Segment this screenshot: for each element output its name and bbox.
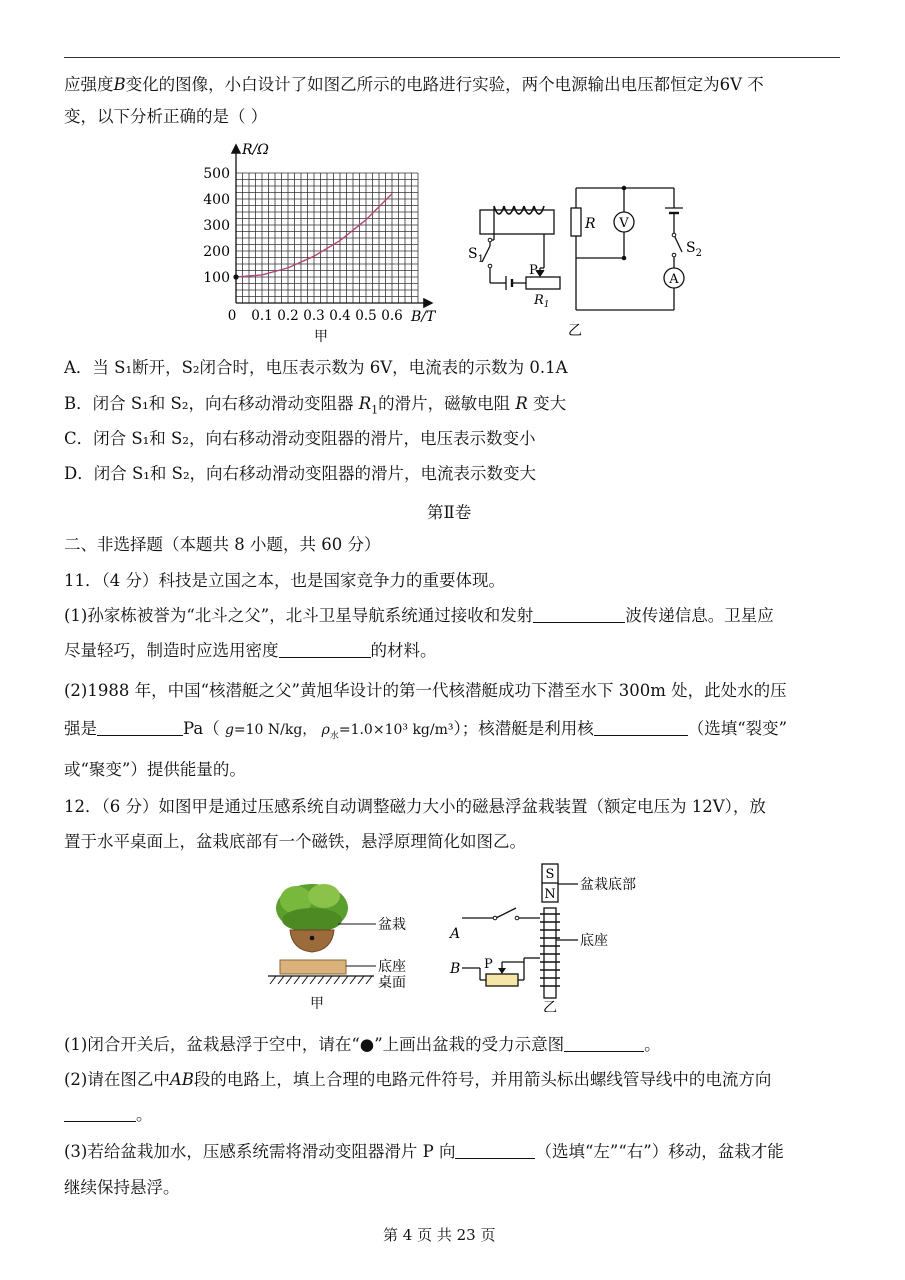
option-a: A．当 S₁断开，S₂闭合时，电压表示数为 6V，电流表的示数为 0.1A — [64, 358, 568, 377]
circuit-diagram-1 — [460, 180, 710, 345]
label-s1: $S_1$ — [468, 246, 484, 265]
y-tick-label: 300 — [203, 218, 230, 234]
y-tick-labels — [203, 166, 230, 286]
y-tick-label: 200 — [203, 244, 230, 260]
slider-arrow — [498, 968, 506, 974]
y-tick-label: 400 — [203, 192, 230, 208]
x-tick-label: 0.2 — [277, 308, 299, 324]
label-n-pole: N — [544, 887, 556, 902]
intro-line-2: 变，以下分析正确的是（ ） — [64, 107, 268, 126]
solenoid-winding — [540, 914, 560, 986]
intro-line-1: 应强度B变化的图像，小白设计了如图乙所示的电路进行实验，两个电源输出电压都恒定为6V 不 — [64, 75, 764, 94]
curve-start-point — [233, 274, 238, 279]
header-rule — [64, 57, 840, 58]
q11-part2-line3: 或“聚变”）提供能量的。 — [64, 760, 246, 779]
figure-caption-a: 甲 — [310, 996, 324, 1010]
desk-hatching — [270, 976, 372, 984]
plant-foliage — [276, 884, 348, 932]
label-base: 底座 — [378, 959, 406, 975]
section-title: 第Ⅱ卷 — [427, 503, 472, 522]
label-point-b: B — [450, 961, 461, 977]
q11-stem: 11．（4 分）科技是立国之本，也是国家竞争力的重要体现。 — [64, 571, 505, 590]
y-tick-label: 100 — [203, 270, 230, 286]
graph-caption: 甲 — [314, 329, 328, 343]
label-s-pole: S — [545, 867, 555, 882]
q11-part2-line1: (2)1988 年，中国“核潜艇之父”黄旭华设计的第一代核潜艇成功下潜至水下 300m 处，此处水的压 — [64, 681, 787, 700]
q11-part1-line2: 尽量轻巧，制造时应选用密度 的材料。 — [64, 641, 437, 660]
label-v: V — [619, 216, 629, 231]
q12-part1: (1)闭合开关后，盆栽悬浮于空中，请在“●”上画出盆栽的受力示意图 。 — [64, 1035, 661, 1054]
graph-r-b — [196, 138, 446, 343]
label-base-2: 底座 — [580, 933, 608, 949]
magnetoresistor-r — [571, 208, 581, 236]
q12-part3-line2: 继续保持悬浮。 — [64, 1178, 180, 1197]
figure-caption-b: 乙 — [543, 1000, 557, 1012]
label-point-a: A — [450, 926, 461, 942]
label-s2: $S_2$ — [686, 240, 702, 259]
maglev-circuit-figure — [444, 862, 664, 1012]
pot — [290, 930, 334, 952]
label-slider-p: P — [484, 957, 493, 972]
q12-part2-line1: (2)请在图乙中AB段的电路上，填上合理的电路元件符号，并用箭头标出螺线管导线中的电流方向 — [64, 1070, 772, 1089]
label-r: R — [585, 216, 596, 232]
switch-s2-blade — [674, 235, 682, 252]
option-b: B．闭合 S₁和 S₂，向右移动滑动变阻器 $R_1$的滑片，磁敏电阻 R 变大 — [64, 394, 567, 417]
rheostat — [486, 974, 518, 986]
maglev-base — [280, 960, 346, 974]
x-tick-labels — [228, 308, 403, 324]
page-footer: 第 4 页 共 23 页 — [383, 1226, 496, 1244]
x-tick-label: 0.1 — [251, 308, 273, 324]
graph-grid — [236, 173, 418, 303]
circuit-caption: 乙 — [568, 323, 582, 339]
section-heading: 二、非选择题（本题共 8 小题，共 60 分） — [64, 535, 381, 554]
label-a: A — [669, 272, 679, 287]
q12-stem-line1: 12．（6 分）如图甲是通过压感系统自动调整磁力大小的磁悬浮盆栽装置（额定电压为 12V），放 — [64, 797, 766, 816]
label-r1: $R_1$ — [534, 293, 550, 310]
rheostat-r1 — [526, 277, 560, 289]
force-point-dot — [310, 936, 315, 941]
label-desk: 桌面 — [378, 975, 406, 991]
x-tick-label: 0.4 — [329, 308, 351, 324]
x-tick-label: 0.3 — [303, 308, 325, 324]
q12-stem-line2: 置于水平桌面上，盆栽底部有一个磁铁，悬浮原理简化如图乙。 — [64, 832, 526, 851]
maglev-pot-figure — [262, 880, 432, 1010]
q11-part1-line1: (1)孙家栋被誉为“北斗之父”，北斗卫星导航系统通过接收和发射 波传递信息。卫星应 — [64, 606, 774, 625]
q11-part2-line2: 强是 Pa（ g=10 N/kg， $\rho_水=1.0\times 10^3$ kg/m³）；核潜艇是利用核 （选填“裂变” — [64, 719, 788, 742]
x-tick-label: 0.6 — [381, 308, 403, 324]
option-d: D．闭合 S₁和 S₂，向右移动滑动变阻器的滑片，电流表示数变大 — [64, 464, 537, 483]
y-axis-title: R/Ω — [242, 142, 269, 158]
option-c: C．闭合 S₁和 S₂，向右移动滑动变阻器的滑片，电压表示数变小 — [64, 429, 536, 448]
label-pot: 盆栽 — [378, 917, 406, 933]
y-tick-label: 500 — [203, 166, 230, 182]
x-tick-label: 0.5 — [355, 308, 377, 324]
q12-part3-line1: (3)若给盆栽加水，压感系统需将滑动变阻器滑片 P 向 （选填“左”“右”）移动，盆栽才能 — [64, 1142, 784, 1161]
x-axis-title: B/T — [411, 309, 436, 325]
q12-part2-line2: 。 — [64, 1104, 153, 1126]
x-tick-label: 0 — [227, 308, 237, 324]
switch-blade — [496, 908, 516, 918]
label-pot-bottom: 盆栽底部 — [580, 877, 636, 893]
label-p: P — [529, 263, 538, 278]
